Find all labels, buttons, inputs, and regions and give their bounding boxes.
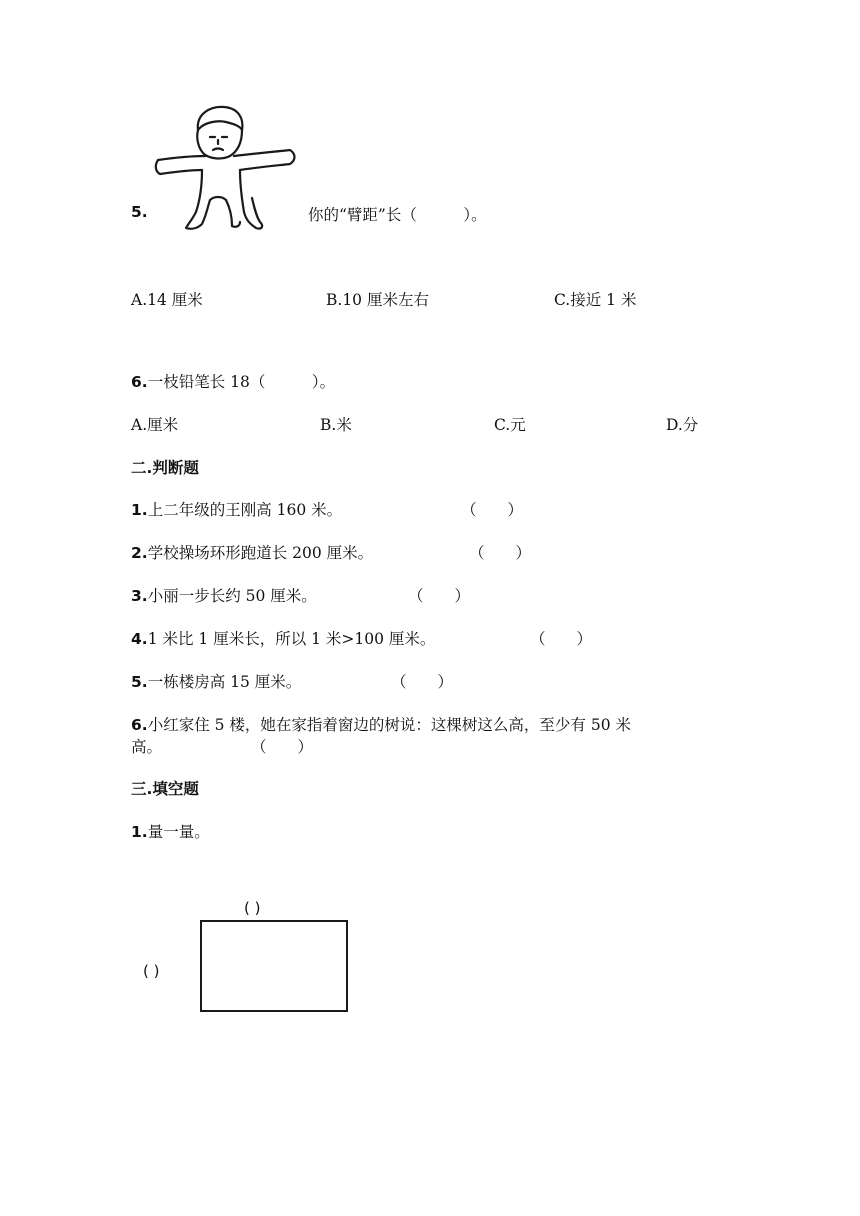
judge-item-2: 2.学校操场环形跑道长 200 厘米。 <box>131 544 374 562</box>
judge-item-2-blank[interactable]: （ ） <box>469 544 532 562</box>
rectangle-top-blank[interactable]: ( ) <box>244 899 261 917</box>
judge-item-5-text: 一栋楼房高 15 厘米。 <box>147 673 302 691</box>
q5-option-a[interactable]: A.14 厘米 <box>131 291 203 309</box>
judge-item-4-blank[interactable]: （ ） <box>530 630 593 648</box>
q6-option-c[interactable]: C.元 <box>494 416 526 434</box>
rectangle-left-blank[interactable]: ( ) <box>143 962 160 980</box>
q6-option-d[interactable]: D.分 <box>666 416 699 434</box>
q6-option-b[interactable]: B.米 <box>320 416 352 434</box>
q5-question-text: 你的“臂距”长（ ）。 <box>308 206 487 224</box>
section-title-judgement: 二.判断题 <box>131 459 199 477</box>
judge-item-3-text: 小丽一步长约 50 厘米。 <box>147 587 317 605</box>
judge-item-5-blank[interactable]: （ ） <box>391 673 454 691</box>
measure-rectangle <box>200 920 348 1012</box>
judge-item-6-text: 小红家住 5 楼，她在家指着窗边的树说：这棵树这么高，至少有 50 米 <box>147 716 631 734</box>
judge-item-1-text: 上二年级的王刚高 160 米。 <box>147 501 343 519</box>
q6-question: 6.一枝铅笔长 18（ ）。 <box>131 373 336 391</box>
judge-item-6-text-line2: 高。 <box>131 738 163 756</box>
judge-item-3-blank[interactable]: （ ） <box>408 587 471 605</box>
q6-option-a[interactable]: A.厘米 <box>131 416 179 434</box>
q5-option-c[interactable]: C.接近 1 米 <box>554 291 637 309</box>
section-title-fill-blank: 三.填空题 <box>131 780 199 798</box>
q5-number: 5. <box>131 203 148 221</box>
judge-item-2-text: 学校操场环形跑道长 200 厘米。 <box>147 544 374 562</box>
fill-item-1: 1.量一量。 <box>131 823 210 841</box>
q6-question-text: 一枝铅笔长 18（ ）。 <box>147 373 336 391</box>
judge-item-4-text: 1 米比 1 厘米长，所以 1 米>100 厘米。 <box>147 630 436 648</box>
judge-item-3: 3.小丽一步长约 50 厘米。 <box>131 587 317 605</box>
judge-item-1-blank[interactable]: （ ） <box>461 501 524 519</box>
fill-item-1-text: 量一量。 <box>147 823 210 841</box>
judge-item-6-blank[interactable]: （ ） <box>251 738 314 756</box>
judge-item-5: 5.一栋楼房高 15 厘米。 <box>131 673 302 691</box>
judge-item-6: 6.小红家住 5 楼，她在家指着窗边的树说：这棵树这么高，至少有 50 米 <box>131 716 631 734</box>
person-arms-outstretched-icon <box>152 104 302 232</box>
judge-item-1: 1.上二年级的王刚高 160 米。 <box>131 501 343 519</box>
q5-option-b[interactable]: B.10 厘米左右 <box>326 291 429 309</box>
judge-item-4: 4.1 米比 1 厘米长，所以 1 米>100 厘米。 <box>131 630 436 648</box>
